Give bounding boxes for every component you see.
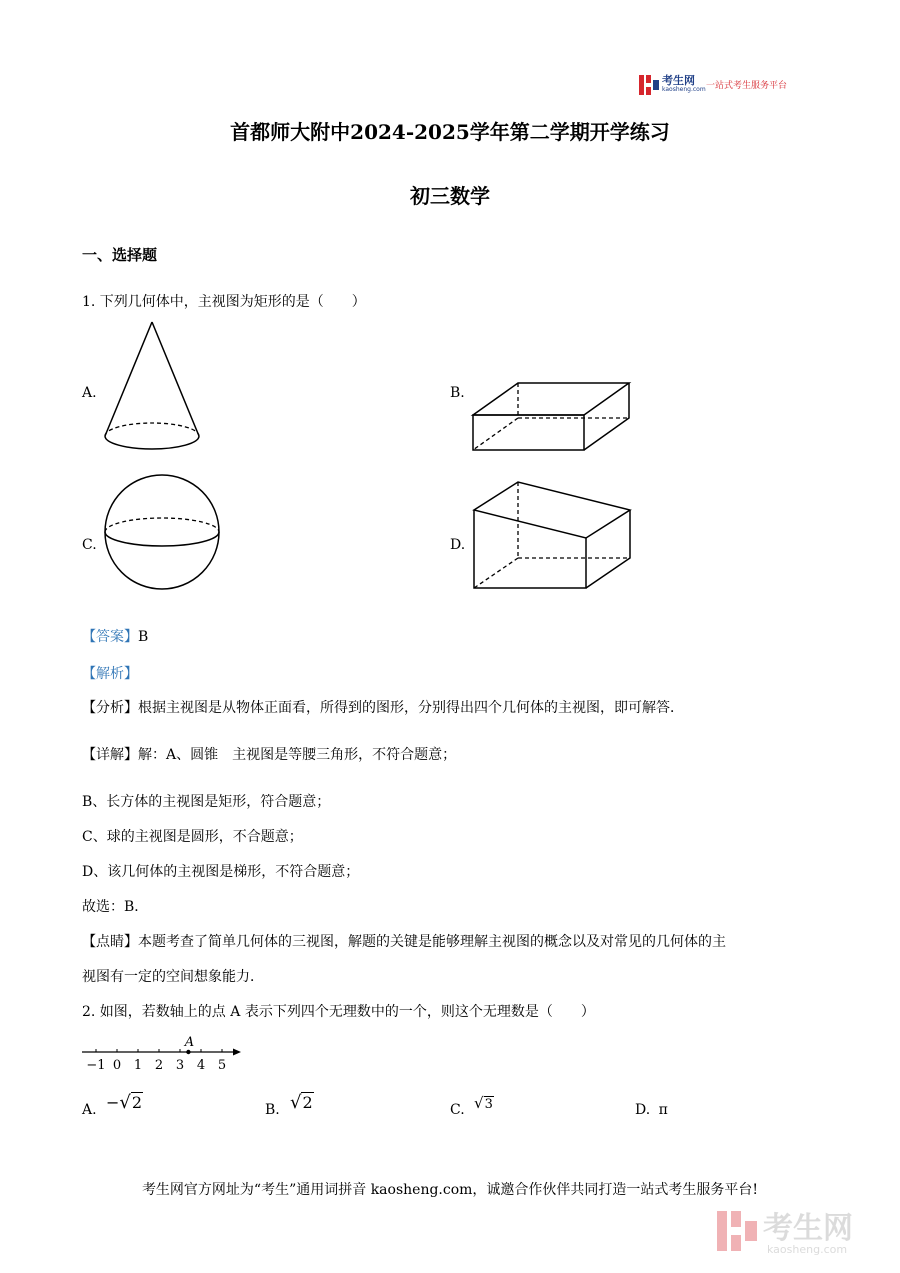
analysis-line-d: D、该几何体的主视图是梯形，不符合题意；: [82, 864, 360, 880]
q2-option-a: [82, 1100, 97, 1120]
point-a-label: A: [184, 1035, 195, 1050]
section-heading: 一、选择题: [82, 246, 158, 264]
q2-option-b-expr: √2: [290, 1092, 313, 1113]
axis-tick-label: 5: [217, 1058, 227, 1073]
radicand-a: 2: [131, 1093, 143, 1112]
axis-tick-label: 2: [154, 1058, 164, 1073]
q1-option-a-label: A.: [82, 385, 97, 401]
answer-tag: 【答案】: [82, 629, 138, 645]
point-a-marker: [186, 1050, 190, 1054]
prism-figure: [468, 478, 636, 592]
q2-option-a-label: A.: [82, 1102, 97, 1118]
page-title: 首都师大附中2024-2025学年第二学期开学练习: [230, 120, 670, 144]
axis-tick-label: 1: [133, 1058, 143, 1073]
answer-value: B: [138, 629, 149, 645]
radicand-b: 2: [302, 1093, 313, 1112]
q2-stem: 2. 如图，若数轴上的点 A 表示下列四个无理数中的一个，则这个无理数是（ ）: [82, 1004, 595, 1020]
axis-tick-label: 4: [196, 1058, 206, 1073]
cone-figure: [100, 318, 204, 454]
analysis-fenxi: 【分析】根据主视图是从物体正面看，所得到的图形，分别得出四个几何体的主视图，即可解答．: [82, 700, 684, 716]
minus-sign: −: [106, 1093, 120, 1112]
analysis-tag: 【解析】: [82, 666, 138, 682]
kaosheng-logo-icon: [638, 74, 660, 96]
analysis-dianjing-1: 【点睛】本题考查了简单几何体的三视图，解题的关键是能够理解主视图的概念以及对常见的几何体的主: [82, 934, 726, 950]
q2-option-c: [450, 1100, 465, 1120]
axis-tick-label: 0: [112, 1058, 122, 1073]
q2-option-d-label: D.: [635, 1102, 651, 1118]
footer-text: 考生网官方网址为“考生”通用词拼音 kaosheng.com，诚邀合作伙伴共同打造一站式考生服务平台!: [141, 1182, 759, 1198]
number-line: [78, 1030, 248, 1076]
logo-en: kaosheng.com: [662, 86, 706, 93]
header-slogan: 一站式考生服务平台: [706, 81, 788, 91]
q1-stem: 1. 下列几何体中，主视图为矩形的是（ ）: [82, 294, 366, 310]
analysis-dianjing-2: 视图有一定的空间想象能力．: [82, 969, 264, 985]
radicand-c: 3: [484, 1097, 493, 1112]
q1-option-c-label: C.: [82, 537, 97, 553]
analysis-conclusion: 故选：B．: [82, 899, 149, 915]
watermark-logo-icon: [715, 1209, 759, 1253]
q2-option-b-label: B.: [265, 1102, 280, 1118]
q2-option-b: [265, 1100, 280, 1120]
q1-option-b-label: B.: [450, 385, 465, 401]
q2-option-a-expr: −√2: [106, 1092, 143, 1113]
watermark: [715, 1203, 885, 1263]
answer-line: [82, 627, 148, 647]
logo-cn: 考生网: [662, 74, 695, 87]
analysis-line-b: B、长方体的主视图是矩形，符合题意；: [82, 794, 331, 810]
header-logo: [638, 72, 808, 98]
analysis-xiangjie: 【详解】解：A、圆锥 主视图是等腰三角形，不符合题意；: [82, 747, 457, 763]
q1-option-d-label: D.: [450, 537, 466, 553]
q2-option-d: [635, 1100, 668, 1120]
watermark-en: kaosheng.com: [767, 1243, 848, 1256]
watermark-cn: 考生网: [763, 1211, 853, 1246]
analysis-line-c: C、球的主视图是圆形，不合题意；: [82, 829, 303, 845]
q2-option-c-label: C.: [450, 1102, 465, 1118]
page-subtitle: 初三数学: [410, 184, 490, 208]
cuboid-figure: [468, 378, 634, 454]
sphere-figure: [100, 470, 224, 594]
q2-option-c-expr: √3: [474, 1094, 493, 1112]
axis-tick-label: 3: [175, 1058, 185, 1073]
q2-option-d-value: π: [658, 1102, 668, 1118]
axis-tick-label: −1: [86, 1058, 106, 1073]
